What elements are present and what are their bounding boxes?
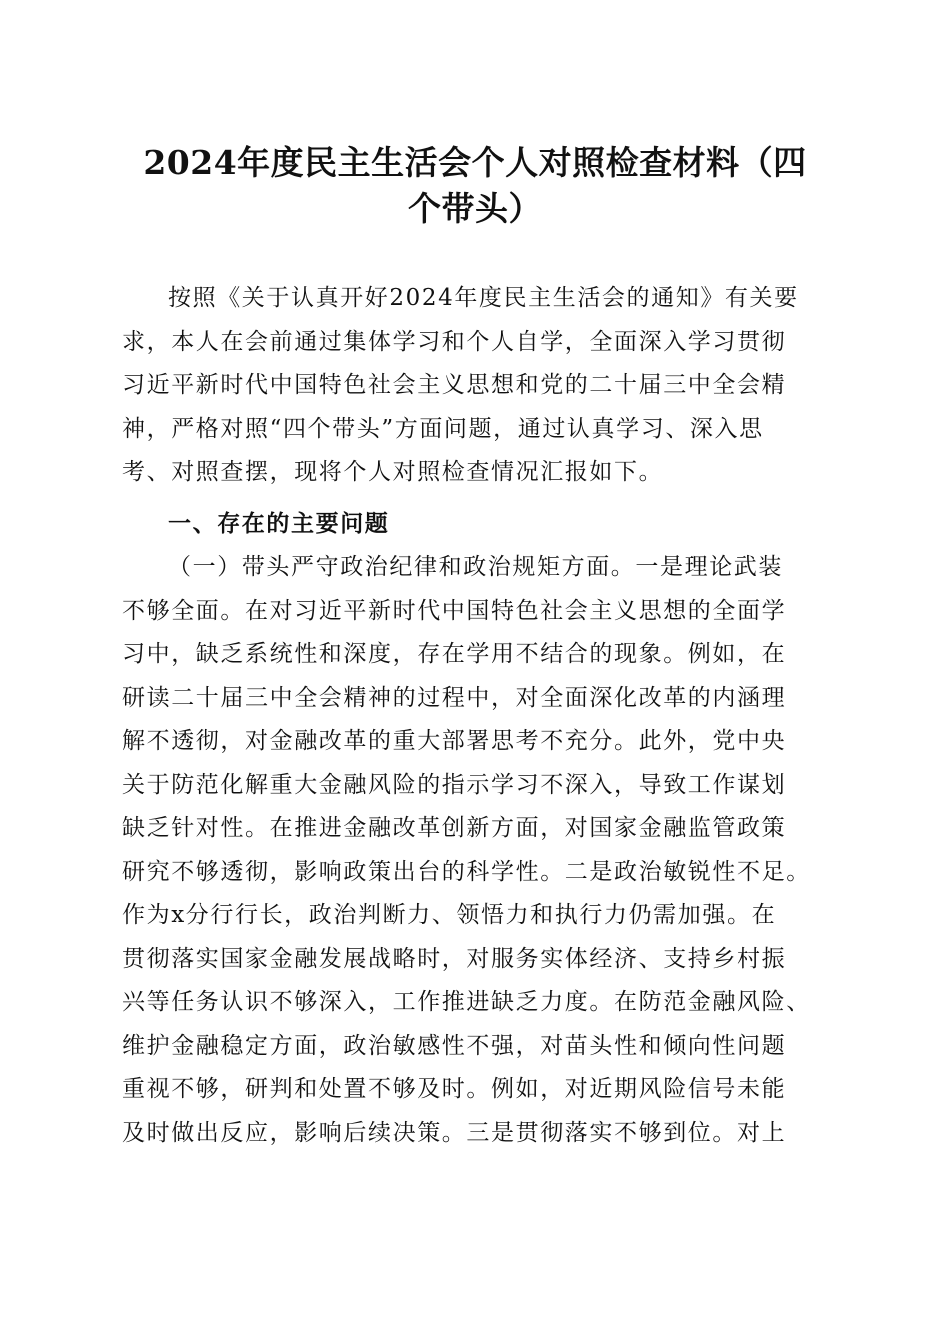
paragraph-line: 维护金融稳定方面，政治敏感性不强，对苗头性和倾向性问题 (122, 1032, 787, 1059)
document-title (0, 140, 950, 232)
paragraph-line: 神，严格对照“四个带头”方面问题，通过认真学习、深入思 (122, 415, 764, 442)
section-paragraph (122, 546, 834, 1155)
section-heading: 一、存在的主要问题 (168, 511, 390, 537)
paragraph-line: 不够全面。在对习近平新时代中国特色社会主义思想的全面学 (122, 597, 787, 624)
paragraph-line: （一）带头严守政治纪律和政治规矩方面。一是理论武装 (168, 554, 783, 580)
paragraph-line: 重视不够，研判和处置不够及时。例如，对近期风险信号未能 (122, 1076, 787, 1102)
paragraph-line: 及时做出反应，影响后续决策。三是贯彻落实不够到位。对上 (122, 1119, 787, 1146)
paragraph-line: 习近平新时代中国特色社会主义思想和党的二十届三中全会精 (122, 372, 787, 398)
paragraph-line: 考、对照查摆，现将个人对照检查情况汇报如下。 (122, 459, 664, 485)
paragraph-line: 解不透彻，对金融改革的重大部署思考不充分。此外，党中央 (122, 728, 787, 754)
paragraph-line: 贯彻落实国家金融发展战略时，对服务实体经济、支持乡村振 (122, 945, 787, 972)
paragraph-line: 关于防范化解重大金融风险的指示学习不深入，导致工作谋划 (122, 771, 787, 798)
title-line-1: 2024年度民主生活会个人对照检查材料（四 (143, 143, 807, 182)
paragraph-line: 研读二十届三中全会精神的过程中，对全面深化改革的内涵理 (122, 684, 787, 711)
paragraph-line: 求，本人在会前通过集体学习和个人自学，全面深入学习贯彻 (122, 328, 787, 355)
paragraph-line: 习中，缺乏系统性和深度，存在学用不结合的现象。例如，在 (122, 641, 787, 667)
paragraph-line: 作为x分行行长，政治判断力、领悟力和执行力仍需加强。在 (122, 902, 777, 928)
title-line-2: 个带头） (408, 189, 542, 228)
intro-paragraph (122, 277, 834, 495)
paragraph-line: 研究不够透彻，影响政策出台的科学性。二是政治敏锐性不足。 (122, 858, 811, 885)
paragraph-line: 缺乏针对性。在推进金融改革创新方面，对国家金融监管政策 (122, 815, 787, 841)
paragraph-line: 按照《关于认真开好2024年度民主生活会的通知》有关要 (168, 285, 799, 311)
paragraph-line: 兴等任务认识不够深入，工作推进缺乏力度。在防范金融风险、 (122, 989, 811, 1015)
